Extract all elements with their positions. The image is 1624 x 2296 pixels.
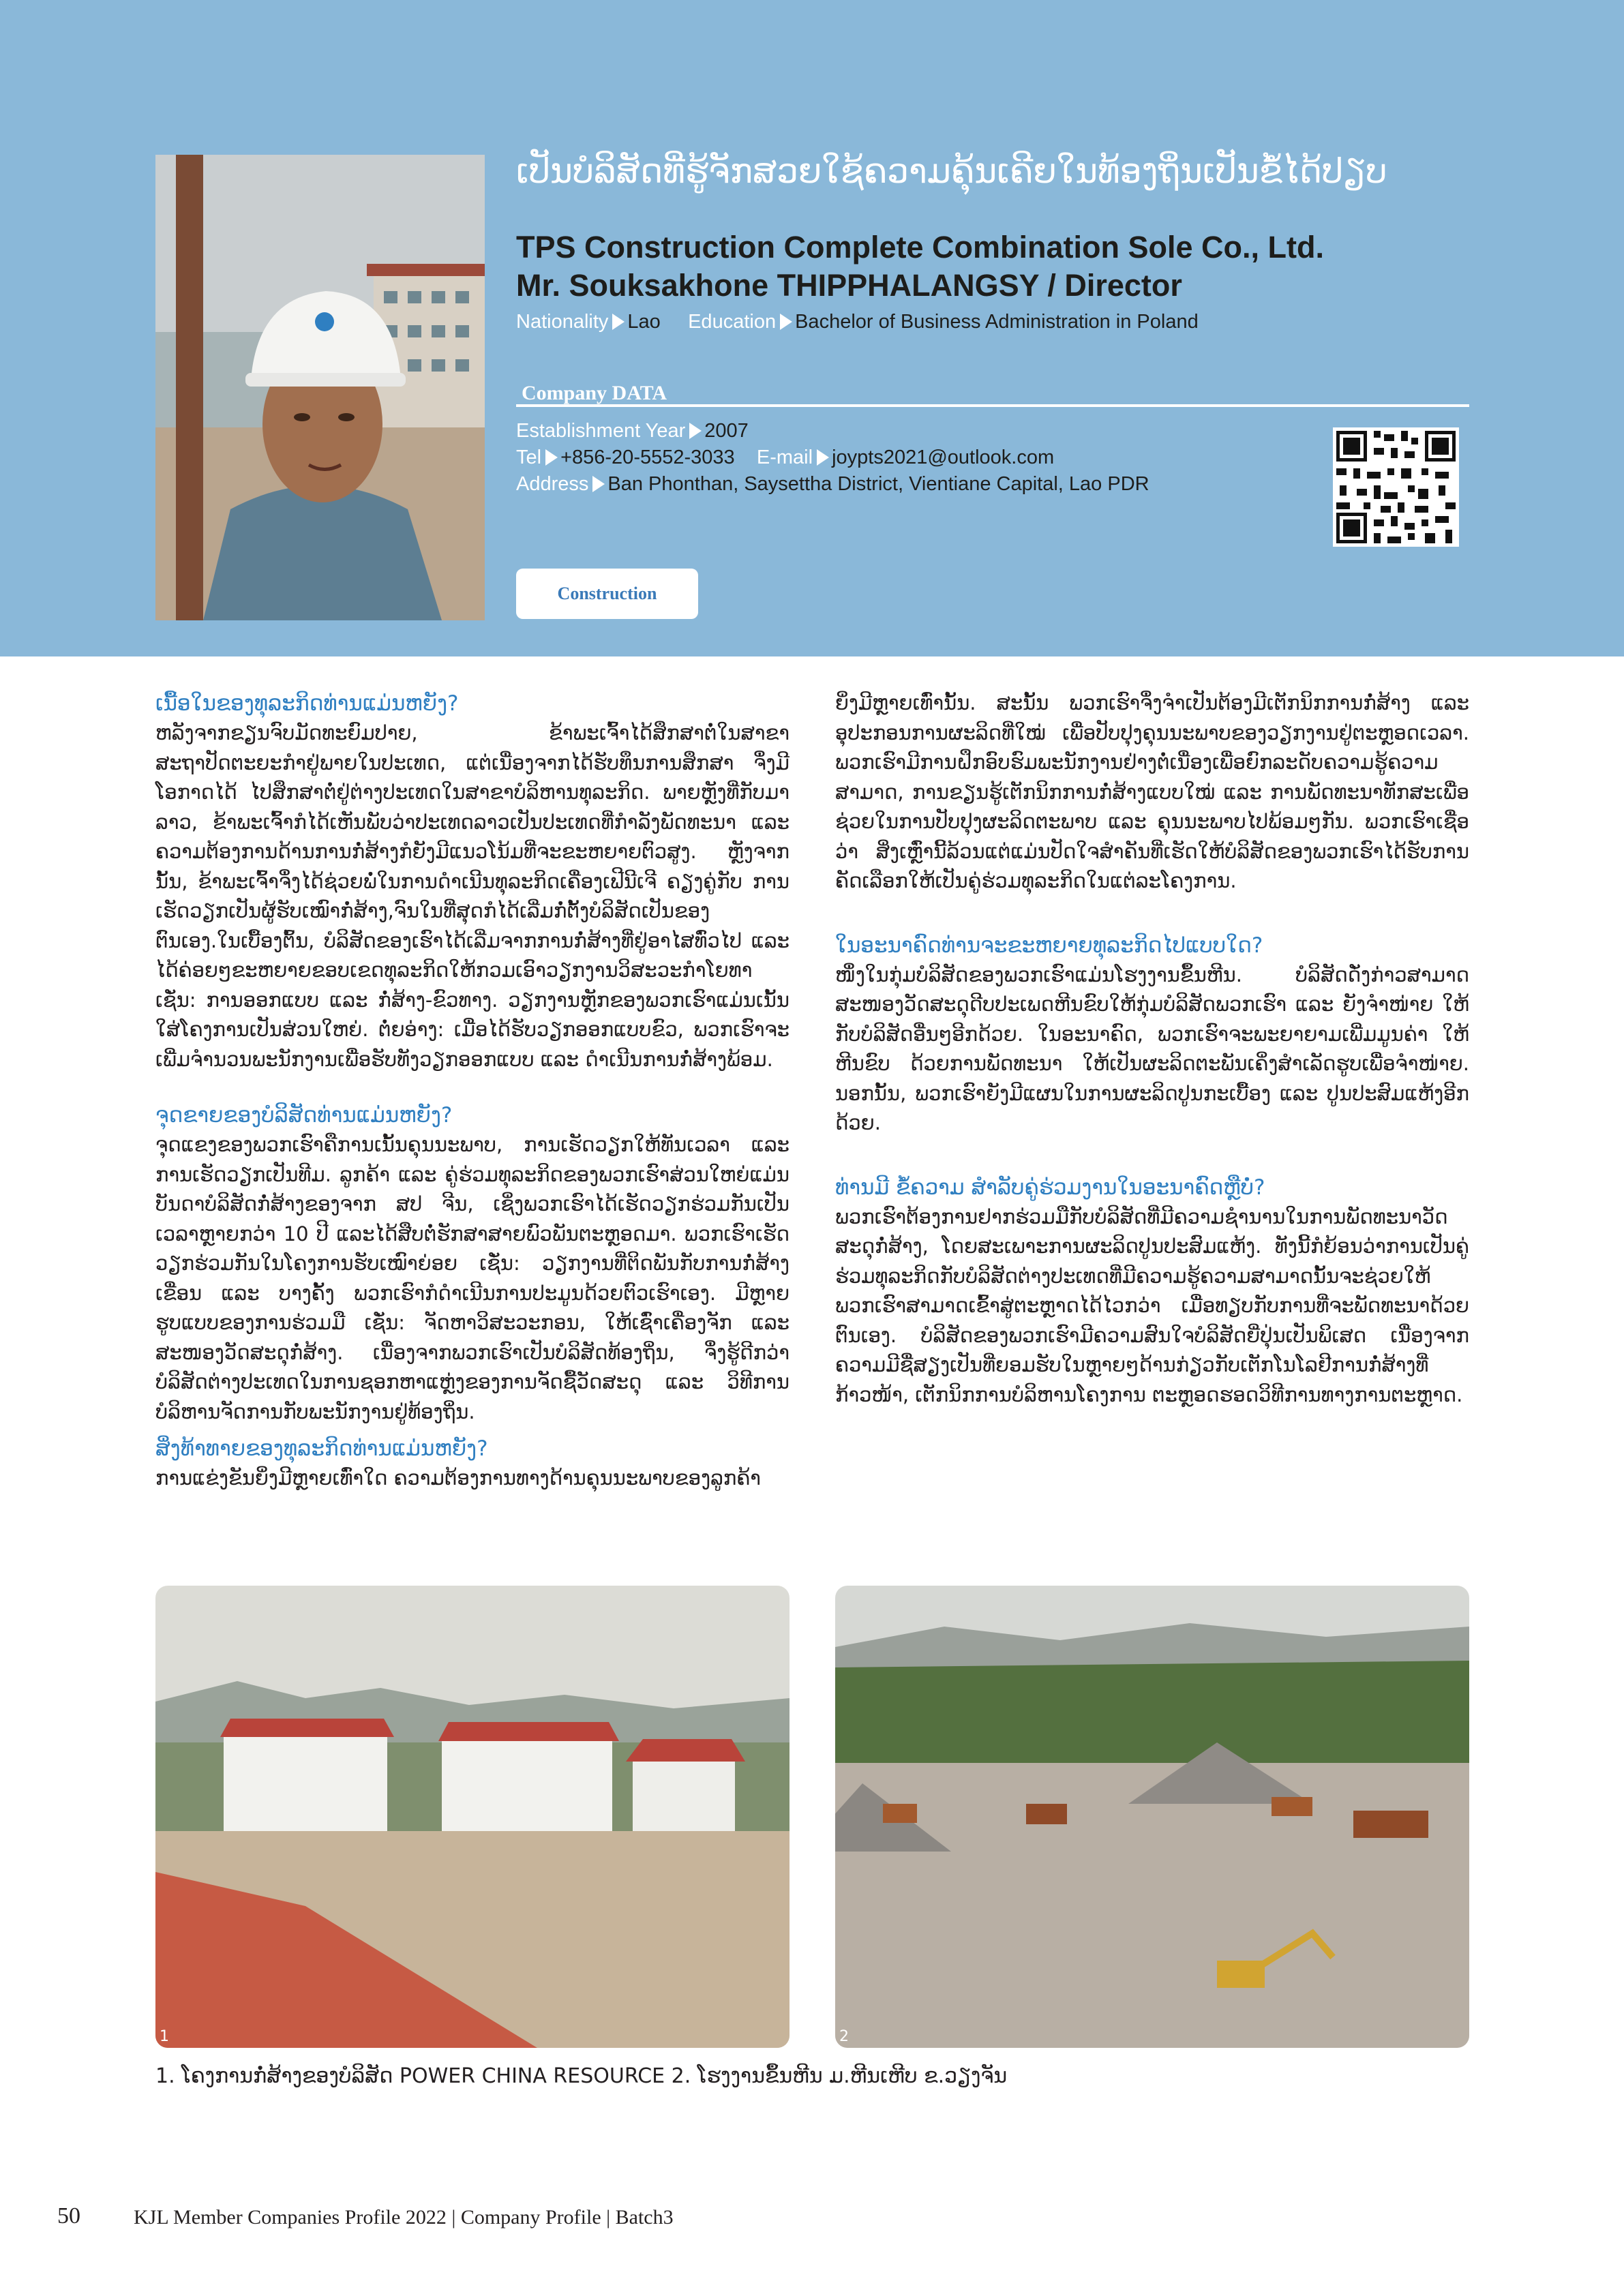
left-column <box>155 689 790 1494</box>
director-portrait <box>155 155 485 620</box>
address-value: Ban Phonthan, Saysettha District, Vientiane Capital, Lao PDR <box>607 473 1149 495</box>
qr-code-icon[interactable] <box>1333 427 1459 547</box>
arrow-icon <box>817 449 829 466</box>
industry-tag: Construction <box>516 569 698 619</box>
established-value: 2007 <box>704 420 749 442</box>
right-column <box>835 689 1469 1410</box>
email-label: E-mail <box>756 447 813 468</box>
company-name: TPS Construction Complete Combination Sole Co., Ltd. <box>516 230 1324 265</box>
established-line <box>516 420 749 442</box>
answer-paragraph: ຈຸດແຂງຂອງພວກເຮົາຄືການເນັ້ນຄຸນນະພາບ, ການເຮັດວຽກໃຫ້ທັນເວລາ ແລະການເຮັດວຽກເປັນທີມ. ລູກຄ້າ ແລະ ຄູ່ຮ່ວມທຸລະກິດຂອງພວກເຮົາສ່ວນໃຫຍ່ແມ່ນບັນດາບໍລິສັດກໍ່ສ້າງຂອງຈາກ ສປ ຈີນ, ເຊິ່ງພວກເຮົາໄດ້ເຮັດວຽກຮ່ວມກັນເປັນເວລາຫຼາຍກວ່າ 10 ປີ ແລະໄດ້ສືບຕໍ່ຮັກສາສາຍພົວພັນຕະຫຼອດມາ. ພວກເຮົາເຮັດວຽກຮ່ວມກັນໃນໂຄງການຮັບເໝົາຍ່ອຍ ເຊັ່ນ: ວຽກງານທີ່ຕິດພັນກັບການກໍ່ສ້າງເຂື່ອນ ແລະ ບາງຄັ້ງ ພວກເຮົາກໍດຳເນີນການປະມູນດ້ວຍຕົວເຮົາເອງ. ມີຫຼາຍຮູບແບບຂອງການຮ່ວມມື ເຊັ່ນ: ຈັດຫາວິສະວະກອນ, ໃຫ້ເຊົ່າເຄື່ອງຈັກ ແລະ ສະໜອງວັດສະດຸກໍ່ສ້າງ. ເນື່ອງຈາກພວກເຮົາເປັນບໍລິສັດທ້ອງຖິ່ນ, ຈຶ່ງຮູ້ດີກວ່າບໍລິສັດຕ່າງປະເທດໃນການຊອກຫາແຫຼ່ງຂອງການຈັດຊື້ວັດສະດຸ ແລະ ວິທີການບໍລິຫານຈັດການກັບພະນັກງານຢູ່ທ້ອງຖິ່ນ. <box>155 1133 790 1423</box>
established-label: Establishment Year <box>516 420 686 442</box>
answer-paragraph: ການແຂ່ງຂັນຍິ່ງມີຫຼາຍເທົ່າໃດ ຄວາມຕ້ອງການທາງດ້ານຄຸນນະພາບຂອງລູກຄ້າ <box>155 1466 761 1490</box>
photo-caption: 1. ໂຄງການກໍ່ສ້າງຂອງບໍລິສັດ POWER CHINA RESOURCE 2. ໂຮງງານຂຶ້ນຫີນ ມ.ຫີນເຫີບ ຂ.ວຽງຈັນ <box>155 2064 1008 2088</box>
arrow-icon <box>780 314 792 330</box>
contact-line <box>516 447 1054 469</box>
question-heading: ຈຸດຂາຍຂອງບໍລິສັດທ່ານແມ່ນຫຍັງ? <box>155 1103 453 1128</box>
headline: ເປັນບໍລິສັດທີ່ຮູ້ຈັກສວຍໃຊ້ຄວາມຄຸ້ນເຄີຍໃນທ້ອງຖິ່ນເປັນຂໍ້ໄດ້ປຽບ <box>516 151 1387 191</box>
email-value[interactable]: joypts2021@outlook.com <box>832 447 1055 468</box>
nationality-value: Lao <box>627 311 661 333</box>
arrow-icon <box>545 449 558 466</box>
photo-construction-site <box>155 1586 790 2048</box>
education-label: Education <box>688 311 777 333</box>
page-number: 50 <box>57 2203 80 2229</box>
arrow-icon <box>689 423 702 439</box>
photo-number: 2 <box>839 2028 849 2045</box>
arrow-icon <box>612 314 625 330</box>
address-line <box>516 473 1149 496</box>
footer-text: KJL Member Companies Profile 2022 | Company Profile | Batch3 <box>134 2206 674 2229</box>
company-heading <box>516 228 1324 305</box>
photo-number: 1 <box>160 2028 169 2045</box>
question-heading: ສິ່ງທ້າທາຍຂອງທຸລະກິດທ່ານແມ່ນຫຍັງ? <box>155 1436 488 1461</box>
nationality-label: Nationality <box>516 311 609 333</box>
question-heading: ໃນອະນາຄົດທ່ານຈະຂະຫຍາຍທຸລະກິດໄປແບບໃດ? <box>835 933 1263 958</box>
arrow-icon <box>592 476 605 492</box>
director-name: Mr. Souksakhone THIPPHALANGSY / Director <box>516 268 1182 303</box>
question-heading: ທ່ານມີ ຂໍ້ຄວາມ ສຳລັບຄູ່ຮ່ວມງານໃນອະນາຄົດຫຼືບໍ່? <box>835 1175 1265 1200</box>
tel-label: Tel <box>516 447 542 468</box>
company-data-label: Company DATA <box>522 382 667 404</box>
tel-value: +856-20-5552-3033 <box>560 447 735 468</box>
education-value: Bachelor of Business Administration in Poland <box>795 311 1199 333</box>
answer-paragraph: ໜຶ່ງໃນກຸ່ມບໍລິສັດຂອງພວກເຮົາແມ່ນໂຮງງານຂຶ້ນຫີນ. ບໍລິສັດດັ່ງກ່າວສາມາດສະໜອງວັດສະດຸດີບປະເພດຫີນຂົບໃຫ້ກຸ່ມບໍລິສັດພວກເຮົາ ແລະ ຍັງຈຳໜ່າຍ ໃຫ້ກັບບໍລິສັດອື່ນໆອີກດ້ວຍ. ໃນອະນາຄົດ, ພວກເຮົາຈະພະຍາຍາມເພີ່ມມູນຄ່າ ໃຫ້ຫີນຂົບ ດ້ວຍການພັດທະນາ ໃຫ້ເປັນຜະລິດຕະພັນເຄິ່ງສຳເລັດຮູບເພື່ອຈຳໜ່າຍ. ນອກນັ້ນ, ພວກເຮົາຍັງມີແຜນໃນການຜະລິດປູນກະເບື້ອງ ແລະ ປູນປະສົມແຫ້ງອີກດ້ວຍ. <box>835 963 1469 1134</box>
photo-stone-crushing-plant <box>835 1586 1469 2048</box>
profile-line <box>516 311 1199 333</box>
answer-paragraph: ຫລັງຈາກຂຽນຈົບມັດທະຍົມປາຍ, ຂ້າພະເຈົ້າໄດ້ສຶກສາຕໍ່ໃນສາຂາສະຖາປັດຕະຍະກຳຢູ່ພາຍໃນປະເທດ, ແຕ່ເນື່ອງຈາກໄດ້ຮັບທຶນການສຶກສາ ຈຶ່ງມີໂອກາດໄດ້ ໄປສຶກສາຕໍ່ຢູ່ຕ່າງປະເທດໃນສາຂາບໍລິຫານທຸລະກິດ. ພາຍຫຼັງທີ່ກັບມາລາວ, ຂ້າພະເຈົ້າກໍໄດ້ເຫັນພັບວ່າປະເທດລາວເປັນປະເທດທີ່ກຳລັງພັດທະນາ ແລະ ຄວາມຕ້ອງການດ້ານການກໍ່ສ້າງກໍຍັງມີແນວໂນ້ມທີ່ຈະຂະຫຍາຍຕົວສູງ. ຫຼັງຈາກນັ້ນ, ຂ້າພະເຈົ້າຈຶ່ງໄດ້ຊ່ວຍພໍ່ໃນການດຳເນີນທຸລະກິດເຄື່ອງເຟີນີເຈີ ຄຽງຄູ່ກັບ ການເຮັດວຽກເປັນຜູ້ຮັບເໝົາກໍ່ສ້າງ,ຈົນໃນທີ່ສຸດກໍໄດ້ເລີ່ມກໍ່ຕັ້ງບໍລິສັດເປັນຂອງຕົນເອງ.ໃນເບື້ອງຕົ້ນ, ບໍລິສັດຂອງເຮົາໄດ້ເລີ່ມຈາກການກໍ່ສ້າງທີ່ຢູ່ອາໄສທົ່ວໄປ ແລະ ໄດ້ຄ່ອຍໆຂະຫຍາຍຂອບເຂດທຸລະກິດໃຫ້ກວມເອົາວຽກງານວິສະວະກຳໂຍທາ ເຊັ່ນ: ການອອກແບບ ແລະ ກໍ່ສ້າງ-ຂົວທາງ. ວຽກງານຫຼັກຂອງພວກເຮົາແມ່ນເນັ້ນ ໃສ່ໂຄງການເປັນສ່ວນໃຫຍ່. ຕໍ່ຍອ່າງ: ເມື່ອໄດ້ຮັບວຽກອອກແບບຂົວ, ພວກເຮົາຈະເພີ່ມຈຳນວນພະນັກງານເພື່ອຮັບທັງວຽກອອກແບບ ແລະ ດຳເນີນການກໍ່ສ້າງພ້ອມ. <box>155 721 790 1071</box>
answer-paragraph: ພວກເຮົາຕ້ອງການຢາກຮ່ວມມືກັບບໍລິສັດທີ່ມີຄວາມຊຳນານໃນການພັດທະນາວັດສະດຸກໍ່ສ້າງ, ໂດຍສະເພາະການຜະລິດປູນປະສົມແຫ້ງ. ທັງນີ້ກໍຍ້ອນວ່າການເປັນຄູ່ຮ່ວມທຸລະກິດກັບບໍລິສັດຕ່າງປະເທດທີ່ມີຄວາມຮູ້ຄວາມສາມາດນັ້ນຈະຊ່ວຍໃຫ້ພວກເຮົາສາມາດເຂົ້າສູ່ຕະຫຼາດໄດ້ໄວກວ່າ ເມື່ອທຽບກັບການທີ່ຈະພັດທະນາດ້ວຍຕົນເອງ. ບໍລິສັດຂອງພວກເຮົາມີຄວາມສົນໃຈບໍລິສັດຍີ່ປຸ່ນເປັນພິເສດ ເນື່ອງຈາກຄວາມມີຊື່ສຽງເປັນທີ່ຍອມຮັບໃນຫຼາຍໆດ້ານກ່ຽວກັບເຕັກໂນໂລຢີການກໍ່ສ້າງທີ່ກ້າວໜ້າ, ເຕັກນິກການບໍລິຫານໂຄງການ ຕະຫຼອດຮອດວິທີການທາງການຕະຫຼາດ. <box>835 1205 1469 1406</box>
question-heading: ເນື້ອໃນຂອງທຸລະກິດທ່ານແມ່ນຫຍັງ? <box>155 691 459 716</box>
address-label: Address <box>516 473 589 495</box>
answer-paragraph: ຍິ່ງມີຫຼາຍເທົ່ານັ້ນ. ສະນັ້ນ ພວກເຮົາຈຶ່ງຈຳເປັນຕ້ອງມີເຕັກນິກການກໍ່ສ້າງ ແລະ ອຸປະກອນການຜະລິດທີ່ໃໝ່ ເພື່ອປັບປຸງຄຸນນະພາບຂອງວຽກງານຢູ່ຕະຫຼອດເວລາ. ພວກເຮົາມີການຝຶກອົບຮົມພະນັກງານຢ່າງຕໍ່ເນື່ອງເພື່ອຍົກລະດັບຄວາມຮູ້ຄວາມສາມາດ, ການຂຽນຮູ້ເຕັກນິກການກໍ່ສ້າງແບບໃໝ່ ແລະ ການພັດທະນາທັກສະເພື່ອຊ່ວຍໃນການປັບປຸງຜະລິດຕະພາບ ແລະ ຄຸນນະພາບໄປພ້ອມໆກັນ. ພວກເຮົາເຊື່ອວ່າ ສິ່ງເຫຼົ່ານີ້ລ້ວນແຕ່ແມ່ນປັດໃຈສຳຄັນທີ່ເຮັດໃຫ້ບໍລິສັດຂອງພວກເຮົາໄດ້ຮັບການຄັດເລືອກໃຫ້ເປັນຄູ່ຮ່ວມທຸລະກິດໃນແຕ່ລະໂຄງການ. <box>835 691 1469 892</box>
